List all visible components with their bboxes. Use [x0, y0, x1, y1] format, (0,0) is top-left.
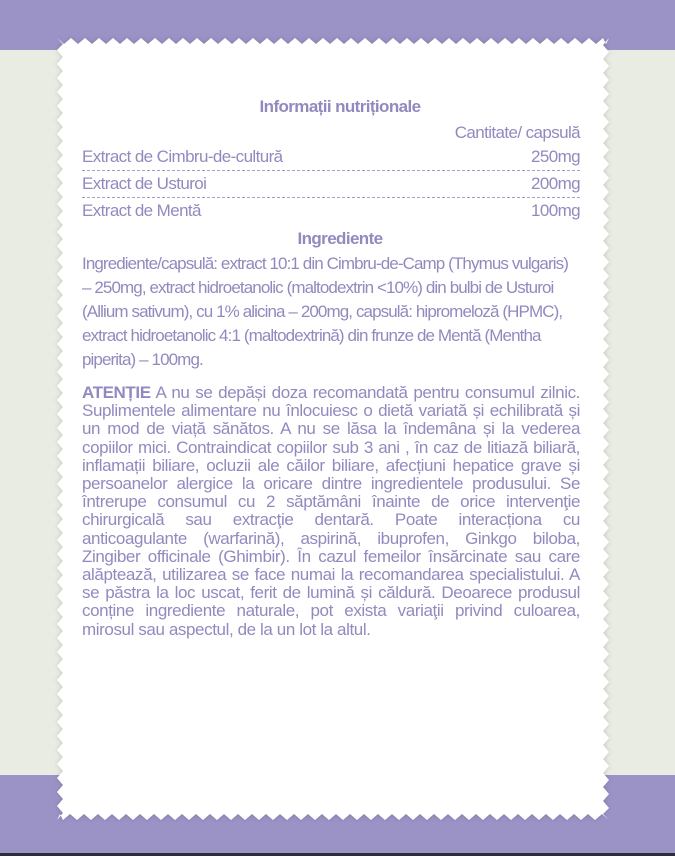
warning-text: A nu se depăși doza recomandată pentru consumul zilnic. Suplimentele alimentare nu înlocuiesc o dietă variată și echilibrată și un mod de viață sănătos. A nu se lăsa la îndemâna și la vederea copiilor mici. Contraindicat copiilor sub 3 ani , în caz de litiază biliară, inflamații biliare, ocluzii ale căilor biliare, afecțiuni hepatice grave și persoanelor alergice la oricare dintre ingredientele produsului. Se întrerupe consumul cu 2 săptămâni înainte de orice intervenţie chirurgicală sau extracţie dentară. Poate interacționa cu anticoagulante (warfarină), aspirină, ibuprofen, Ginkgo biloba, Zingiber officinale (Ghimbir). În cazul femeilor însărcinate sau care alăptează, utilizarea se face numai la recomandarea specialistului. A se păstra la loc uscat, ferit de lumină și căldură. Deoarece produsul conține ingrediente naturale, pot exista variaţii privind culoarea, mirosul sau aspectul, de la un lot la altul. — [82, 383, 580, 639]
warning-paragraph — [82, 384, 580, 639]
warning-label: ATENȚIE — [82, 383, 151, 402]
nutrient-value: 200mg — [531, 174, 580, 193]
nutrient-name: Extract de Cimbru-de-cultură — [82, 147, 283, 166]
ingredients-title: Ingrediente — [297, 229, 383, 248]
nutrient-value: 100mg — [531, 201, 580, 220]
nutrition-title: Informații nutriționale — [259, 97, 421, 116]
nutrition-row — [82, 171, 580, 198]
ingredients-text: Ingrediente/capsulă: extract 10:1 din Cimbru-de-Camp (Thymus vulgaris) – 250mg, extract hidroetanolic (maltodextrin <10%) din bulbi de Usturoi (Allium sativum), cu 1% alicina – 200mg, capsulă: hipromeloză (HPMC), extract hidroetanolic 4:1 (maltodextrină) din frunze de Mentă (Mentha piperita) – 100mg. — [82, 254, 568, 369]
nutrient-value: 250mg — [531, 147, 580, 166]
quantity-header: Cantitate/ capsulă — [454, 123, 580, 142]
label-content — [82, 96, 580, 639]
nutrition-row — [82, 198, 580, 224]
nutrient-name: Extract de Usturoi — [82, 174, 207, 193]
nutrition-row — [82, 144, 580, 171]
nutrient-name: Extract de Mentă — [82, 201, 201, 220]
